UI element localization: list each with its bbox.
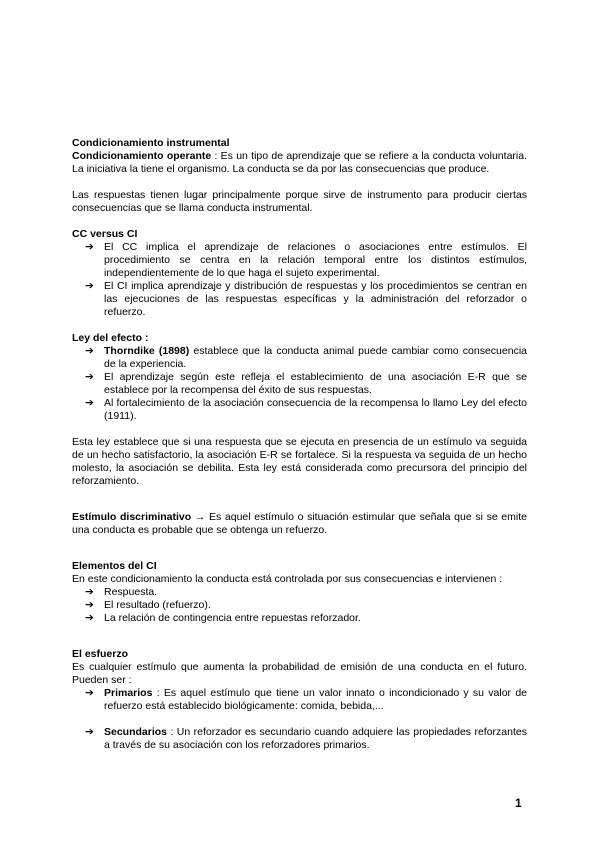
effort-heading: El esfuerzo (72, 648, 129, 660)
arrow-icon: ➔ (85, 280, 94, 292)
arrow-icon: ➔ (85, 726, 94, 738)
primary-term: Primarios (104, 687, 153, 699)
arrow-icon: ➔ (85, 397, 94, 409)
effort-list (72, 687, 527, 713)
effort-list-secondary (72, 726, 527, 752)
list-item: ➔ Thorndike (1898) establece que la conducta animal puede cambiar como consecuencia de la experiencia. (85, 345, 527, 370)
thorndike-ref: Thorndike (1898) (104, 345, 190, 357)
discriminative-definition: Estímulo discriminativo → Es aquel estímulo o situación estimular que señala que si se emite una conducta es probable que se obtenga un refuerzo. (72, 511, 527, 536)
cc-vs-ci-list (72, 241, 527, 319)
list-item: ➔ Primarios : Es aquel estímulo que tiene un valor innato o incondicionado y su valor de refuerzo está establecido biológicamente: comida, bebida,... (85, 687, 527, 712)
list-item: ➔ El aprendizaje según este refleja el establecimiento de una asociación E-R que se establece por la recompensa del éxito de sus respuestas. (85, 371, 527, 396)
list-item: ➔ Respuesta. (85, 586, 158, 598)
arrow-icon: ➔ (85, 599, 94, 611)
list-item: ➔ Secundarios : Un reforzador es secundario cuando adquiere las propiedades reforzantes a través de su asociación con los reforzadores primarios. (85, 726, 527, 751)
main-title: Condicionamiento instrumental (72, 137, 230, 149)
discriminative-term: Estímulo discriminativo (72, 511, 192, 523)
arrow-icon: ➔ (85, 612, 94, 624)
law-of-effect-heading: Ley del efecto : (72, 332, 149, 344)
secondary-term: Secundarios (104, 726, 168, 738)
elements-intro: En este condicionamiento la conducta está controlada por sus consecuencias e intervienen : (72, 573, 503, 585)
arrow-icon: ➔ (85, 586, 94, 598)
cc-vs-ci-heading: CC versus CI (72, 228, 138, 240)
page-number: 1 (515, 796, 522, 810)
list-item: ➔ La relación de contingencia entre repuestas reforzador. (85, 612, 361, 624)
list-item: ➔ El resultado (refuerzo). (85, 599, 211, 611)
operant-term: Condicionamiento operante (72, 150, 212, 162)
law-of-effect-list (72, 345, 527, 423)
list-item: ➔ Al fortalecimiento de la asociación consecuencia de la recompensa lo llamo Ley del efecto (1911). (85, 397, 527, 422)
arrow-icon: ➔ (85, 345, 94, 357)
law-of-effect-paragraph: Esta ley establece que si una respuesta que se ejecuta en presencia de un estímulo va seguida de un hecho satisfactorio, la asociación E-R se fortalece. Si la respuesta va seguida de un hecho molesto, la asociación se debilita. Esta ley está considerada como precursora del principio del reforzamiento. (72, 436, 527, 487)
intro-paragraph: Las respuestas tienen lugar principalmente porque sirve de instrumento para producir ciertas consecuencias que se llama conducta instrumental. (72, 189, 527, 214)
effort-intro: Es cualquier estímulo que aumenta la probabilidad de emisión de una conducta en el futuro. Pueden ser : (72, 661, 527, 686)
elements-heading: Elementos del CI (72, 560, 157, 572)
arrow-icon: ➔ (85, 371, 94, 383)
elements-list (72, 586, 527, 625)
arrow-icon: ➔ (85, 241, 94, 253)
operant-text: : Es un tipo de aprendizaje que se refiere a la conducta voluntaria. La iniciativa la tiene el organismo. La conducta se da por las consecuencias que produce. (72, 150, 527, 175)
operant-definition (72, 150, 527, 176)
document-page (72, 137, 527, 752)
list-item: ➔ El CI implica aprendizaje y distribución de respuestas y los procedimientos se centran en las ejecuciones de las respuestas específicas y la administración del reforzador o refuerzo. (85, 280, 527, 318)
arrow-icon: ➔ (85, 687, 94, 699)
list-item: ➔ El CC implica el aprendizaje de relaciones o asociaciones entre estímulos. El procedimiento se centra en la relación temporal entre los distintos estímulos, independientemente de lo que haga el sujeto experimental. (85, 241, 527, 279)
